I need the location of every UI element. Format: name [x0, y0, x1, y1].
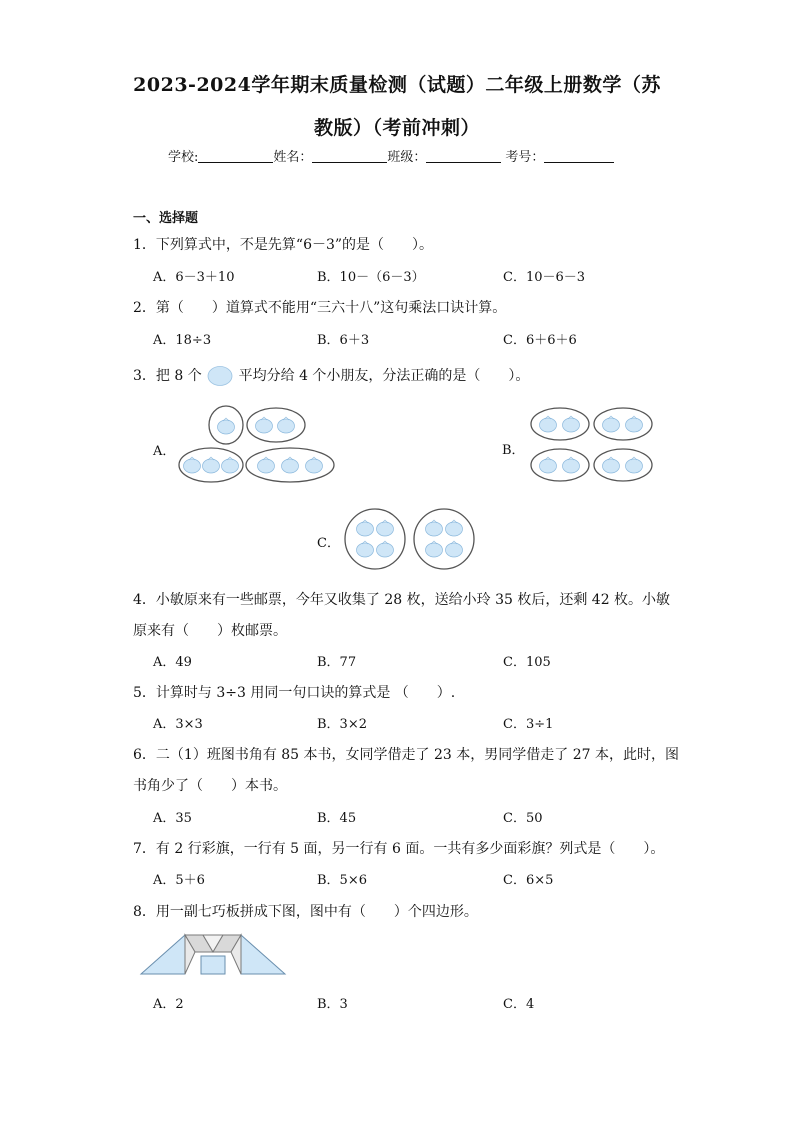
student-info-line: [168, 146, 614, 165]
name-blank: [312, 150, 387, 163]
class-label: 班级：: [387, 150, 427, 165]
q6-option-a: A．35: [153, 811, 192, 826]
q7-option-a: A．5＋6: [153, 873, 205, 888]
question-4-line2: 原来有（ ）枚邮票。: [133, 623, 287, 639]
q4-option-a: A．49: [153, 655, 192, 670]
school-label: 学校:: [168, 150, 199, 165]
page-title-line1: 2023-2024学年期末质量检测（试题）二年级上册数学（苏: [133, 74, 661, 96]
question-8: 8．用一副七巧板拼成下图，图中有（ ）个四边形。: [133, 904, 478, 920]
question-5: 5．计算时与 3÷3 用同一句口诀的算式是 （ ）.: [133, 685, 456, 701]
q7-option-b: B．5×6: [317, 873, 367, 888]
question-6-line1: 6．二（1）班图书角有 85 本书，女同学借走了 23 本，男同学借走了 27 本，此时，图: [133, 747, 679, 763]
q4-option-c: C．105: [503, 655, 551, 670]
number-label: 考号：: [505, 150, 545, 165]
q3-option-b-figure: [527, 405, 657, 485]
question-3: [133, 364, 529, 386]
q3-text-after: 平均分给 4 个小朋友，分法正确的是（ ）。: [238, 368, 530, 384]
q2-option-b: B．6＋3: [317, 333, 370, 348]
class-blank: [426, 150, 501, 163]
q3-text-before: 3．把 8 个: [133, 368, 202, 384]
q6-option-c: C．50: [503, 811, 543, 826]
q4-option-b: B．77: [317, 655, 357, 670]
q1-option-c: C．10－6－3: [503, 270, 586, 285]
q8-option-a: A．2: [153, 997, 184, 1012]
q3-option-c-figure: [342, 506, 478, 572]
number-blank: [544, 150, 614, 163]
q5-option-c: C．3÷1: [503, 717, 554, 732]
q5-option-a: A．3×3: [153, 717, 203, 732]
question-4-line1: 4．小敏原来有一些邮票，今年又收集了 28 枚，送给小玲 35 枚后，还剩 42 枚。小敏: [133, 592, 671, 608]
q2-option-c: C．6＋6＋6: [503, 333, 577, 348]
section-title: 一、选择题: [133, 211, 199, 226]
q5-option-b: B．3×2: [317, 717, 367, 732]
q3-option-a-figure: [176, 403, 336, 485]
question-7: 7．有 2 行彩旗，一行有 5 面，另一行有 6 面。一共有多少面彩旗？列式是（ ）。: [133, 841, 665, 857]
q3-option-a-label: A．: [153, 444, 176, 459]
apple-icon: [206, 364, 234, 386]
q8-option-b: B．3: [317, 997, 348, 1012]
q8-option-c: C．4: [503, 997, 535, 1012]
question-6-line2: 书角少了（ ）本书。: [133, 778, 287, 794]
q2-option-a: A．18÷3: [153, 333, 212, 348]
school-blank: [198, 150, 273, 163]
q3-option-b-label: B．: [502, 443, 525, 458]
q1-option-b: B．10－（6－3）: [317, 270, 425, 285]
question-1: 1．下列算式中，不是先算“6－3”的是（ ）。: [133, 237, 434, 253]
question-2: 2．第（ ）道算式不能用“三六十八”这句乘法口诀计算。: [133, 300, 507, 316]
q3-option-c-label: C．: [317, 536, 340, 551]
q7-option-c: C．6×5: [503, 873, 554, 888]
q1-option-a: A．6－3＋10: [153, 270, 235, 285]
q6-option-b: B．45: [317, 811, 357, 826]
tangram-house-figure: [139, 932, 287, 978]
page-title-line2: 教版）（考前冲刺）: [313, 117, 480, 139]
name-label: 姓名：: [273, 150, 313, 165]
